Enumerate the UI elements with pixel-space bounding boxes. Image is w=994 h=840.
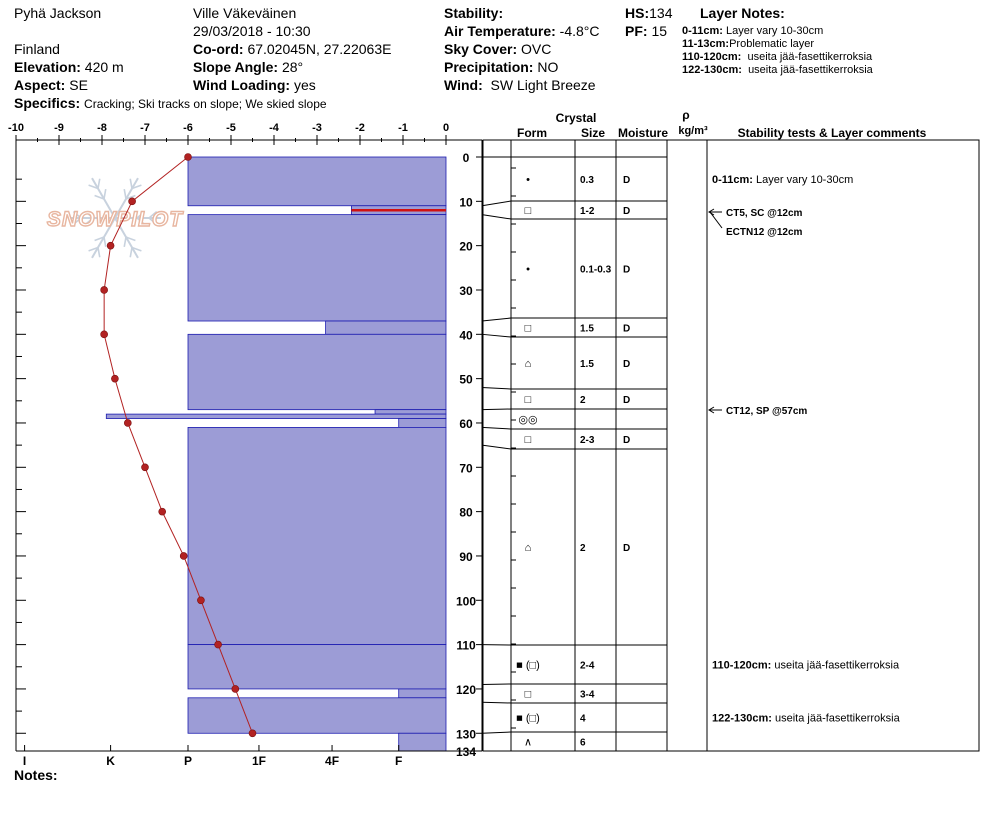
hardness-layer-bar <box>188 215 446 321</box>
density-unit: kg/m³ <box>678 125 708 137</box>
grain-form: □ <box>524 394 532 406</box>
hardness-label: 1F <box>251 754 266 768</box>
grain-form: ⌂ <box>524 542 532 554</box>
depth-tick-label: 110 <box>456 638 476 653</box>
moisture-value: D <box>623 175 631 186</box>
air-temp-label: Air Temperature: <box>444 23 556 39</box>
temperature-point <box>159 508 166 515</box>
moisture-value: D <box>623 543 631 554</box>
grain-size: 0.3 <box>580 175 594 186</box>
sky-label: Sky Cover: <box>444 41 518 57</box>
aspect-label: Aspect: <box>14 77 66 93</box>
coord-label: Co-ord: <box>193 41 244 57</box>
grain-size: 4 <box>580 713 586 725</box>
grain-form: • <box>526 174 530 186</box>
slope-value: 28° <box>281 59 304 75</box>
pf-label: PF: <box>625 23 648 39</box>
wind-loading-value: yes <box>293 77 316 93</box>
temp-tick-label: -5 <box>226 122 236 134</box>
temp-tick-label: -4 <box>269 122 279 134</box>
depth-tick-label: 20 <box>459 239 473 254</box>
snowflake-branch <box>104 237 106 247</box>
depth-connector <box>482 388 511 389</box>
hardness-layer-bar <box>399 689 446 698</box>
depth-tick-label: 30 <box>459 283 473 298</box>
pf-value: 15 <box>651 23 668 39</box>
layer-comment <box>712 174 853 186</box>
grain-size: 1.5 <box>580 359 594 370</box>
temp-tick-label: -6 <box>183 122 193 134</box>
temp-tick-label: -10 <box>8 122 24 134</box>
depth-tick-label: 134 <box>455 745 477 759</box>
crystal-header: Crystal <box>555 111 597 125</box>
grain-size: 1.5 <box>580 323 594 335</box>
comments-header: Stability tests & Layer comments <box>737 126 927 140</box>
grain-form: ⌂ <box>524 358 532 370</box>
snowflake-branch <box>130 247 132 257</box>
watermark-text: SNOWPILOT <box>46 208 184 231</box>
depth-tick-label: 70 <box>459 461 473 476</box>
depth-tick-label: 40 <box>459 328 473 343</box>
grain-size: 2-3 <box>580 435 595 446</box>
layer-comment-range: 0-11cm: <box>712 174 753 186</box>
depth-connector <box>482 334 511 337</box>
site-name: Pyhä Jackson <box>14 5 102 21</box>
layer-table <box>482 108 979 751</box>
grain-size: 1-2 <box>580 206 595 217</box>
depth-connector <box>482 409 511 410</box>
temp-tick-label: -1 <box>398 122 408 134</box>
layer-notes-title-text: Layer Notes: <box>700 5 785 21</box>
coord-value: 67.02045N, 27.22063E <box>247 41 392 57</box>
snowflake-branch <box>98 247 100 257</box>
specifics-value: Cracking; Ski tracks on slope; We skied slope <box>84 97 327 111</box>
depth-tick-label: 90 <box>459 549 473 564</box>
hardness-layer-bar <box>188 427 446 644</box>
precip-label: Precipitation: <box>444 59 534 75</box>
moisture-value: D <box>623 435 631 446</box>
layer-note-range: 0-11cm: <box>682 25 723 37</box>
layer-note-range: 110-120cm: <box>682 51 742 63</box>
size-header: Size <box>580 126 606 140</box>
layer-note-text: useita jää-fasettikerroksia <box>747 51 873 63</box>
snowflake-branch <box>130 179 132 189</box>
hardness-label: I <box>22 754 27 768</box>
layer-comment-text: useita jää-fasettikerroksia <box>771 659 900 672</box>
grain-form: ■ (□) <box>516 712 540 725</box>
depth-tick-label: 80 <box>459 505 473 520</box>
snowflake-branch <box>124 189 126 199</box>
layer-note-text: useita jää-fasettikerroksia <box>748 64 873 76</box>
layer-note-range: 11-13cm: <box>682 38 730 50</box>
hardness-layer-bar <box>188 334 446 409</box>
depth-tick-label: 130 <box>455 727 477 742</box>
hardness-layer-bar <box>188 698 446 733</box>
notes-label: Notes: <box>14 767 58 783</box>
temperature-point <box>249 730 256 737</box>
snowpilot-watermark <box>47 178 184 258</box>
layer-note-range: 122-130cm: <box>682 64 742 76</box>
layer-comment-range: 122-130cm: <box>712 712 772 725</box>
wind-value: SW Light Breeze <box>490 77 596 93</box>
air-temp-value: -4.8°C <box>559 23 600 39</box>
depth-connector <box>482 427 511 429</box>
hardness-label: K <box>106 754 115 768</box>
temperature-point <box>180 552 187 559</box>
depth-tick-label: 100 <box>455 594 477 609</box>
layer-comment-text: Layer vary 10-30cm <box>752 174 854 186</box>
observer-name: Ville Väkeväinen <box>193 5 297 21</box>
temp-tick-label: -3 <box>312 122 322 134</box>
wind-loading-label: Wind Loading: <box>193 77 291 93</box>
temp-tick-label: -9 <box>54 122 64 134</box>
elevation-label: Elevation: <box>14 59 81 75</box>
datetime: 29/03/2018 - 10:30 <box>193 23 311 39</box>
sky-value: OVC <box>521 41 552 57</box>
stability-test-label: CT12, SP @57cm <box>726 406 808 417</box>
temperature-point <box>129 198 136 205</box>
snowflake-branch <box>104 189 106 199</box>
hardness-layer-bar <box>375 410 446 414</box>
moisture-value: D <box>623 323 631 335</box>
temperature-point <box>101 286 108 293</box>
grain-size: 2 <box>580 395 586 406</box>
depth-connector <box>482 201 511 206</box>
hardness-layers <box>106 157 446 751</box>
temperature-point <box>142 464 149 471</box>
depth-connector <box>482 318 511 321</box>
grain-form: ◎◎ <box>518 414 538 426</box>
layer-comment-range: 110-120cm: <box>712 659 772 672</box>
temperature-point <box>215 641 222 648</box>
temperature-point <box>124 419 131 426</box>
depth-tick-label: 120 <box>455 682 477 697</box>
temperature-point <box>232 685 239 692</box>
hardness-layer-bar <box>188 157 446 206</box>
hardness-label: P <box>183 754 193 768</box>
grain-size: 6 <box>580 737 586 749</box>
grain-form: • <box>526 263 530 276</box>
depth-connector <box>482 702 511 703</box>
test-leader-line <box>710 212 722 228</box>
depth-tick-label: 0 <box>462 151 470 165</box>
temp-tick-label: -2 <box>355 122 365 134</box>
grain-size: 3-4 <box>580 689 595 701</box>
hs-value: 134 <box>649 5 673 21</box>
grain-form: □ <box>524 434 532 446</box>
temp-tick-label: -8 <box>97 122 107 134</box>
temp-tick-label: 0 <box>442 122 450 134</box>
wind-label: Wind: <box>444 77 483 93</box>
moisture-value: D <box>623 395 631 406</box>
layer-comment <box>712 660 900 672</box>
hardness-label: F <box>395 754 403 768</box>
temp-tick-label: -7 <box>140 122 150 134</box>
hardness-layer-bar <box>326 321 446 334</box>
hardness-layer-bar <box>106 414 446 418</box>
aspect-value: SE <box>69 77 88 93</box>
depth-connector <box>482 732 511 733</box>
stability-test-label: ECTN12 @12cm <box>726 227 803 238</box>
slope-label: Slope Angle: <box>193 59 279 75</box>
grain-form: ■ (□) <box>516 659 540 672</box>
depth-tick-label: 60 <box>459 416 473 431</box>
snowflake-branch <box>98 179 100 189</box>
layer-comment-text: useita jää-fasettikerroksia <box>771 712 900 725</box>
country: Finland <box>14 41 60 57</box>
snowflake-branch <box>124 237 126 247</box>
depth-tick-label: 10 <box>459 195 473 210</box>
grain-size: 2 <box>580 543 586 554</box>
moisture-value: D <box>623 206 631 217</box>
specifics-label: Specifics: <box>14 95 81 111</box>
temperature-point <box>101 331 108 338</box>
grain-form: □ <box>524 322 532 335</box>
grain-size: 2-4 <box>580 660 595 672</box>
elevation-value: 420 m <box>84 59 124 75</box>
form-header: Form <box>517 126 547 140</box>
grain-size: 0.1-0.3 <box>580 264 612 276</box>
density-symbol: ρ <box>682 108 690 122</box>
grain-form: □ <box>524 688 532 701</box>
depth-connector <box>482 684 511 685</box>
depth-connector <box>482 445 511 449</box>
depth-tick-label: 50 <box>459 372 473 387</box>
temperature-point <box>197 597 204 604</box>
moisture-header: Moisture <box>617 126 669 140</box>
moisture-value: D <box>623 264 631 276</box>
hardness-layer-bar <box>399 419 446 428</box>
hardness-layer-bar <box>399 733 446 751</box>
temperature-point <box>185 154 192 161</box>
precip-value: NO <box>537 59 559 75</box>
depth-connector <box>482 215 511 219</box>
grain-form: ∧ <box>523 736 533 749</box>
stability-test-label: CT5, SC @12cm <box>726 208 803 219</box>
temperature-point <box>107 242 114 249</box>
layer-note-text: Layer vary 10-30cm <box>726 25 824 37</box>
layer-note-text: Problematic layer <box>729 38 815 50</box>
hs-label: HS: <box>625 5 650 21</box>
temperature-point <box>111 375 118 382</box>
layer-comment <box>712 713 901 725</box>
stability-label: Stability: <box>444 5 504 21</box>
moisture-value: D <box>623 359 631 370</box>
grain-form: □ <box>524 205 532 217</box>
hardness-label: 4F <box>325 754 340 768</box>
